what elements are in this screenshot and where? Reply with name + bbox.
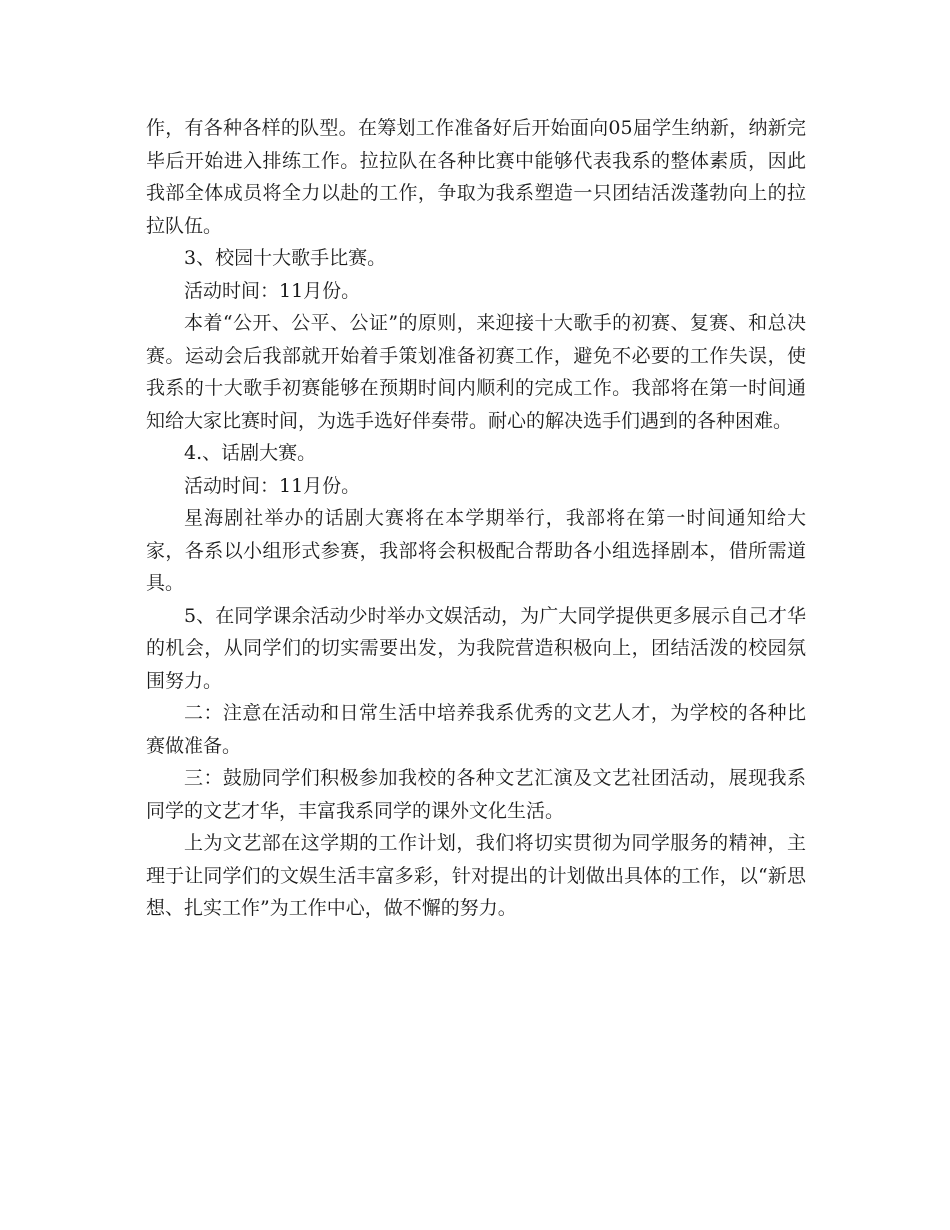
paragraph-talent-cultivation: 二：注意在活动和日常生活中培养我系优秀的文艺人才，为学校的各种比赛做准备。 xyxy=(146,702,806,757)
heading-drama-contest: 4.、话剧大赛。 xyxy=(184,442,317,464)
paragraph-drama-contest: 星海剧社举办的话剧大赛将在本学期举行，我部将在第一时间通知给大家，各系以小组形式参赛，我部将会积极配合帮助各小组选择剧本，借所需道具。 xyxy=(146,507,806,594)
singer-contest-time: 活动时间：11月份。 xyxy=(184,279,361,302)
paragraph-encourage-participation: 三：鼓励同学们积极参加我校的各种文艺汇演及文艺社团活动，展现我系同学的文艺才华，丰富我系同学的课外文化生活。 xyxy=(146,767,806,822)
document-body xyxy=(146,112,806,925)
paragraph-entertainment-activities: 5、在同学课余活动少时举办文娱活动，为广大同学提供更多展示自己才华的机会，从同学们的切实需要出发，为我院营造积极向上，团结活泼的校园氛围努力。 xyxy=(146,604,806,692)
drama-contest-time: 活动时间：11月份。 xyxy=(184,474,361,497)
paragraph-singer-contest: 本着“公开、公平、公证”的原则，来迎接十大歌手的初赛、复赛、和总决赛。运动会后我部就开始着手策划准备初赛工作，避免不必要的工作失误，使我系的十大歌手初赛能够在预期时间内顺利的完成工作。我部将在第一时间通知给大家比赛时间，为选手选好伴奏带。耐心的解决选手们遇到的各种困难。 xyxy=(146,312,806,432)
paragraph-conclusion: 上为文艺部在这学期的工作计划，我们将切实贯彻为同学服务的精神，主理于让同学们的文娱生活丰富多彩，针对提出的计划做出具体的工作，以“新思想、扎实工作”为工作中心，做不懈的努力。 xyxy=(146,832,806,919)
paragraph-cheerleading-continued: 作，有各种各样的队型。在筹划工作准备好后开始面向05届学生纳新，纳新完毕后开始进入排练工作。拉拉队在各种比赛中能够代表我系的整体素质，因此我部全体成员将全力以赴的工作，争取为我系塑造一只团结活泼蓬勃向上的拉拉队伍。 xyxy=(146,117,806,237)
heading-singer-contest: 3、校园十大歌手比赛。 xyxy=(184,247,387,269)
